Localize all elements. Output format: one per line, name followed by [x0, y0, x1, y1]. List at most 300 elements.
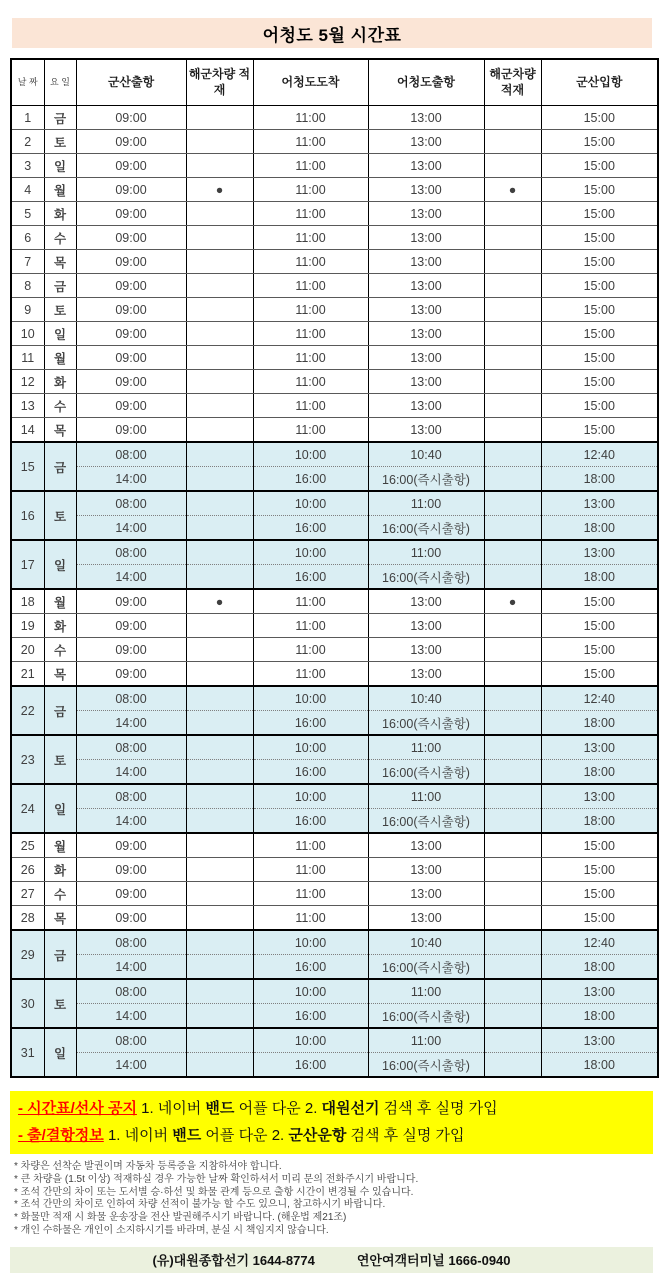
table-row: [11, 638, 658, 662]
weekday-cell: 토: [44, 491, 76, 540]
date-cell: 3: [11, 154, 44, 178]
date-cell: 2: [11, 130, 44, 154]
time-cell: 18:00: [541, 760, 658, 785]
time-cell: 11:00: [368, 735, 484, 760]
time-cell: [484, 322, 541, 346]
time-cell: [484, 638, 541, 662]
notice-text: 어플 다운 2.: [234, 1100, 322, 1117]
time-cell: 13:00: [368, 833, 484, 858]
time-cell: 14:00: [76, 809, 186, 834]
date-cell: 10: [11, 322, 44, 346]
time-cell: 16:00: [253, 760, 368, 785]
time-cell: 09:00: [76, 418, 186, 443]
weekday-cell: 일: [44, 540, 76, 589]
weekday-cell: 수: [44, 394, 76, 418]
date-cell: 23: [11, 735, 44, 784]
notice-label: - 시간표/선사 공지: [18, 1100, 137, 1117]
time-cell: 10:00: [253, 979, 368, 1004]
table-header-row: [11, 59, 658, 106]
notice-text: 군산운항: [288, 1127, 347, 1144]
time-cell: [484, 370, 541, 394]
time-cell: 11:00: [253, 298, 368, 322]
table-row: [11, 686, 658, 711]
table-row: [11, 178, 658, 202]
time-cell: 15:00: [541, 394, 658, 418]
time-cell: 13:00: [368, 298, 484, 322]
time-cell: 11:00: [253, 154, 368, 178]
date-cell: 8: [11, 274, 44, 298]
time-cell: 15:00: [541, 662, 658, 687]
time-cell: [186, 955, 253, 980]
footnote-1: * 큰 차량을 (1.5t 이상) 적재하실 경우 가능한 날짜 확인하셔서 미리 문의 전화주시기 바랍니다.: [14, 1173, 419, 1185]
table-row: [11, 202, 658, 226]
weekday-cell: 월: [44, 178, 76, 202]
time-cell: 16:00(즉시출항): [368, 809, 484, 834]
time-cell: [484, 858, 541, 882]
date-cell: 11: [11, 346, 44, 370]
column-header-6: 해군차량 적재: [484, 59, 541, 106]
time-cell: 09:00: [76, 394, 186, 418]
time-cell: 11:00: [253, 638, 368, 662]
time-cell: 13:00: [368, 858, 484, 882]
footnotes: [14, 1161, 665, 1238]
time-cell: [186, 735, 253, 760]
time-cell: 09:00: [76, 370, 186, 394]
time-cell: 13:00: [541, 491, 658, 516]
time-cell: 15:00: [541, 858, 658, 882]
time-cell: [484, 202, 541, 226]
weekday-cell: 금: [44, 930, 76, 979]
table-row: [11, 614, 658, 638]
date-cell: 5: [11, 202, 44, 226]
time-cell: 13:00: [368, 370, 484, 394]
time-cell: 13:00: [368, 589, 484, 614]
time-cell: 11:00: [253, 394, 368, 418]
time-cell: 09:00: [76, 882, 186, 906]
weekday-cell: 금: [44, 686, 76, 735]
time-cell: 15:00: [541, 298, 658, 322]
time-cell: [484, 930, 541, 955]
time-cell: 09:00: [76, 298, 186, 322]
time-cell: 09:00: [76, 178, 186, 202]
date-cell: 30: [11, 979, 44, 1028]
time-cell: 08:00: [76, 930, 186, 955]
time-cell: 18:00: [541, 516, 658, 541]
table-row: [11, 760, 658, 785]
notice-line-0: [18, 1095, 653, 1122]
time-cell: 16:00: [253, 467, 368, 492]
time-cell: 10:00: [253, 686, 368, 711]
time-cell: 11:00: [368, 979, 484, 1004]
time-cell: 14:00: [76, 1053, 186, 1078]
time-cell: 10:00: [253, 930, 368, 955]
time-cell: 15:00: [541, 346, 658, 370]
table-row: [11, 250, 658, 274]
time-cell: 13:00: [541, 735, 658, 760]
time-cell: 11:00: [253, 346, 368, 370]
table-row: [11, 565, 658, 590]
weekday-cell: 화: [44, 202, 76, 226]
time-cell: 16:00: [253, 809, 368, 834]
time-cell: 09:00: [76, 614, 186, 638]
time-cell: [484, 614, 541, 638]
time-cell: 13:00: [541, 540, 658, 565]
date-cell: 7: [11, 250, 44, 274]
time-cell: 18:00: [541, 955, 658, 980]
time-cell: 11:00: [253, 418, 368, 443]
time-cell: 16:00(즉시출항): [368, 1004, 484, 1029]
weekday-cell: 목: [44, 906, 76, 931]
time-cell: [484, 686, 541, 711]
time-cell: 15:00: [541, 638, 658, 662]
time-cell: 12:40: [541, 930, 658, 955]
time-cell: [484, 394, 541, 418]
weekday-cell: 수: [44, 226, 76, 250]
time-cell: 08:00: [76, 784, 186, 809]
table-row: [11, 1004, 658, 1029]
time-cell: [484, 298, 541, 322]
time-cell: 14:00: [76, 516, 186, 541]
date-cell: 18: [11, 589, 44, 614]
notice-banner: [10, 1091, 653, 1154]
time-cell: 16:00: [253, 1004, 368, 1029]
time-cell: [186, 130, 253, 154]
time-cell: 10:00: [253, 491, 368, 516]
notice-text: 어플 다운 2.: [201, 1127, 289, 1144]
weekday-cell: 일: [44, 1028, 76, 1077]
footnote-0: * 차량은 선착순 발권이며 자동차 등록증을 지참하셔야 합니다.: [14, 1161, 282, 1172]
date-cell: 22: [11, 686, 44, 735]
navy-vehicle-marker: ●: [484, 589, 541, 614]
time-cell: 15:00: [541, 589, 658, 614]
date-cell: 21: [11, 662, 44, 687]
weekday-cell: 토: [44, 735, 76, 784]
notice-text: 검색 후 실명 가입: [346, 1127, 465, 1144]
time-cell: [484, 760, 541, 785]
column-header-2: 군산출항: [76, 59, 186, 106]
time-cell: 16:00: [253, 1053, 368, 1078]
date-cell: 20: [11, 638, 44, 662]
time-cell: 16:00(즉시출항): [368, 760, 484, 785]
date-cell: 12: [11, 370, 44, 394]
table-row: [11, 346, 658, 370]
time-cell: 09:00: [76, 589, 186, 614]
footer-terminal-phone: 연안여객터미널 1666-0940: [356, 1253, 511, 1269]
table-row: [11, 906, 658, 931]
time-cell: [186, 1004, 253, 1029]
time-cell: 11:00: [253, 178, 368, 202]
time-cell: [186, 346, 253, 370]
time-cell: [186, 106, 253, 130]
table-row: [11, 442, 658, 467]
table-row: [11, 274, 658, 298]
time-cell: 11:00: [253, 322, 368, 346]
time-cell: 08:00: [76, 1028, 186, 1053]
table-row: [11, 711, 658, 736]
table-row: [11, 735, 658, 760]
time-cell: 18:00: [541, 1004, 658, 1029]
time-cell: [186, 1053, 253, 1078]
weekday-cell: 금: [44, 106, 76, 130]
time-cell: [186, 686, 253, 711]
time-cell: [186, 711, 253, 736]
time-cell: 09:00: [76, 662, 186, 687]
table-row: [11, 540, 658, 565]
weekday-cell: 목: [44, 662, 76, 687]
weekday-cell: 월: [44, 346, 76, 370]
date-cell: 16: [11, 491, 44, 540]
time-cell: 09:00: [76, 250, 186, 274]
time-cell: [484, 1053, 541, 1078]
date-cell: 15: [11, 442, 44, 491]
time-cell: 13:00: [368, 250, 484, 274]
notice-text: 대원선기: [321, 1100, 380, 1117]
time-cell: 10:00: [253, 1028, 368, 1053]
table-row: [11, 662, 658, 687]
time-cell: 11:00: [368, 491, 484, 516]
time-cell: 13:00: [368, 638, 484, 662]
time-cell: [484, 565, 541, 590]
time-cell: [484, 491, 541, 516]
table-row: [11, 882, 658, 906]
time-cell: [484, 467, 541, 492]
notice-text: 밴드: [205, 1100, 235, 1117]
time-cell: [186, 298, 253, 322]
time-cell: 15:00: [541, 614, 658, 638]
table-row: [11, 467, 658, 492]
time-cell: 16:00(즉시출항): [368, 955, 484, 980]
table-row: [11, 106, 658, 130]
weekday-cell: 월: [44, 833, 76, 858]
time-cell: 13:00: [368, 202, 484, 226]
time-cell: 10:40: [368, 930, 484, 955]
navy-vehicle-marker: ●: [186, 589, 253, 614]
time-cell: [186, 154, 253, 178]
time-cell: [186, 274, 253, 298]
time-cell: 13:00: [368, 178, 484, 202]
time-cell: 12:40: [541, 442, 658, 467]
time-cell: 11:00: [253, 906, 368, 931]
navy-vehicle-marker: ●: [186, 178, 253, 202]
column-header-4: 어청도도착: [253, 59, 368, 106]
time-cell: 16:00: [253, 711, 368, 736]
date-cell: 26: [11, 858, 44, 882]
time-cell: [186, 833, 253, 858]
table-row: [11, 370, 658, 394]
time-cell: [484, 250, 541, 274]
time-cell: 15:00: [541, 202, 658, 226]
column-header-5: 어청도출항: [368, 59, 484, 106]
time-cell: 11:00: [253, 274, 368, 298]
time-cell: 11:00: [253, 882, 368, 906]
time-cell: 15:00: [541, 418, 658, 443]
time-cell: [484, 1028, 541, 1053]
time-cell: [186, 442, 253, 467]
weekday-cell: 화: [44, 614, 76, 638]
date-cell: 31: [11, 1028, 44, 1077]
date-cell: 17: [11, 540, 44, 589]
weekday-cell: 토: [44, 130, 76, 154]
time-cell: [484, 154, 541, 178]
weekday-cell: 수: [44, 882, 76, 906]
time-cell: 11:00: [253, 370, 368, 394]
time-cell: 13:00: [368, 394, 484, 418]
time-cell: [186, 467, 253, 492]
ferry-timetable: [10, 58, 659, 1078]
time-cell: 08:00: [76, 491, 186, 516]
time-cell: [186, 979, 253, 1004]
table-row: [11, 394, 658, 418]
time-cell: 11:00: [253, 250, 368, 274]
time-cell: [186, 250, 253, 274]
time-cell: 14:00: [76, 760, 186, 785]
time-cell: 18:00: [541, 565, 658, 590]
weekday-cell: 수: [44, 638, 76, 662]
time-cell: 18:00: [541, 1053, 658, 1078]
time-cell: [484, 346, 541, 370]
time-cell: 16:00(즉시출항): [368, 711, 484, 736]
weekday-cell: 토: [44, 298, 76, 322]
time-cell: 08:00: [76, 735, 186, 760]
time-cell: 11:00: [253, 202, 368, 226]
time-cell: [484, 516, 541, 541]
time-cell: 11:00: [368, 784, 484, 809]
time-cell: [484, 979, 541, 1004]
weekday-cell: 화: [44, 858, 76, 882]
time-cell: 13:00: [368, 418, 484, 443]
time-cell: 15:00: [541, 370, 658, 394]
time-cell: 13:00: [541, 1028, 658, 1053]
time-cell: 11:00: [368, 1028, 484, 1053]
navy-vehicle-marker: ●: [484, 178, 541, 202]
weekday-cell: 일: [44, 784, 76, 833]
time-cell: 11:00: [253, 614, 368, 638]
time-cell: [484, 418, 541, 443]
time-cell: [484, 540, 541, 565]
column-header-7: 군산입항: [541, 59, 658, 106]
time-cell: [484, 809, 541, 834]
time-cell: 18:00: [541, 809, 658, 834]
page-title: 어청도 5월 시간표: [12, 18, 652, 48]
time-cell: 10:00: [253, 735, 368, 760]
date-cell: 19: [11, 614, 44, 638]
column-header-0: 날 짜: [11, 59, 44, 106]
time-cell: [186, 882, 253, 906]
time-cell: 11:00: [253, 130, 368, 154]
time-cell: 15:00: [541, 154, 658, 178]
time-cell: [186, 491, 253, 516]
time-cell: [186, 565, 253, 590]
weekday-cell: 월: [44, 589, 76, 614]
column-header-1: 요 일: [44, 59, 76, 106]
time-cell: 16:00(즉시출항): [368, 467, 484, 492]
time-cell: 14:00: [76, 711, 186, 736]
table-row: [11, 516, 658, 541]
time-cell: 18:00: [541, 467, 658, 492]
time-cell: 11:00: [253, 589, 368, 614]
time-cell: 11:00: [253, 662, 368, 687]
time-cell: [484, 784, 541, 809]
date-cell: 9: [11, 298, 44, 322]
footnote-3: * 조석 간만의 차이로 인하여 차량 선적이 불가능 할 수도 있으니, 참고하시기 바랍니다.: [14, 1199, 386, 1211]
time-cell: 13:00: [368, 346, 484, 370]
time-cell: 16:00: [253, 565, 368, 590]
time-cell: 08:00: [76, 442, 186, 467]
time-cell: [484, 226, 541, 250]
notice-text: 1. 네이버: [136, 1100, 206, 1117]
table-row: [11, 154, 658, 178]
time-cell: [186, 784, 253, 809]
date-cell: 14: [11, 418, 44, 443]
time-cell: [484, 735, 541, 760]
time-cell: 16:00(즉시출항): [368, 516, 484, 541]
time-cell: [484, 274, 541, 298]
table-row: [11, 322, 658, 346]
time-cell: 12:40: [541, 686, 658, 711]
time-cell: [484, 106, 541, 130]
time-cell: 10:40: [368, 442, 484, 467]
table-row: [11, 130, 658, 154]
table-row: [11, 298, 658, 322]
time-cell: 15:00: [541, 250, 658, 274]
time-cell: 13:00: [368, 130, 484, 154]
date-cell: 13: [11, 394, 44, 418]
footnote-2: * 조석 간만의 차이 또는 도서별 승·하선 및 화물 관계 등으로 출항 시간이 변경될 수 있습니다.: [14, 1186, 414, 1198]
time-cell: 15:00: [541, 322, 658, 346]
time-cell: 15:00: [541, 106, 658, 130]
date-cell: 24: [11, 784, 44, 833]
time-cell: [484, 882, 541, 906]
time-cell: [484, 442, 541, 467]
time-cell: 11:00: [253, 858, 368, 882]
time-cell: 13:00: [368, 614, 484, 638]
table-row: [11, 1053, 658, 1078]
date-cell: 4: [11, 178, 44, 202]
time-cell: 13:00: [368, 154, 484, 178]
column-header-3: 해군차량 적재: [186, 59, 253, 106]
time-cell: [186, 226, 253, 250]
date-cell: 27: [11, 882, 44, 906]
date-cell: 29: [11, 930, 44, 979]
time-cell: 09:00: [76, 638, 186, 662]
time-cell: 09:00: [76, 274, 186, 298]
time-cell: 15:00: [541, 130, 658, 154]
time-cell: [484, 1004, 541, 1029]
table-row: [11, 979, 658, 1004]
time-cell: 13:00: [541, 979, 658, 1004]
time-cell: 14:00: [76, 955, 186, 980]
notice-text: 1. 네이버: [103, 1127, 173, 1144]
time-cell: [484, 662, 541, 687]
timetable-page: [0, 18, 665, 1284]
weekday-cell: 화: [44, 370, 76, 394]
time-cell: 10:40: [368, 686, 484, 711]
time-cell: [186, 370, 253, 394]
time-cell: 11:00: [253, 106, 368, 130]
time-cell: [186, 858, 253, 882]
time-cell: 16:00(즉시출항): [368, 565, 484, 590]
time-cell: [484, 955, 541, 980]
time-cell: 14:00: [76, 467, 186, 492]
time-cell: 09:00: [76, 833, 186, 858]
table-row: [11, 955, 658, 980]
time-cell: 08:00: [76, 686, 186, 711]
date-cell: 28: [11, 906, 44, 931]
time-cell: 09:00: [76, 346, 186, 370]
weekday-cell: 일: [44, 322, 76, 346]
date-cell: 1: [11, 106, 44, 130]
time-cell: 15:00: [541, 906, 658, 931]
